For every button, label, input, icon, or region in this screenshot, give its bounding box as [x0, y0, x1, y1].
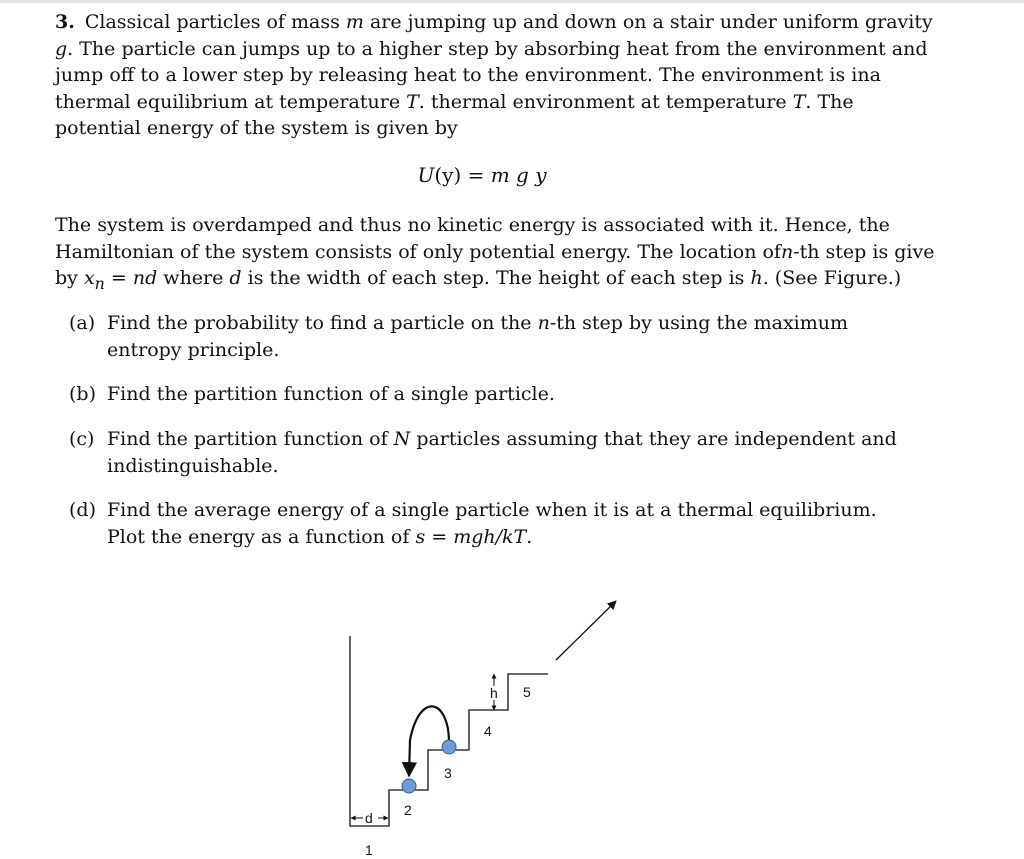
text-run: particles assuming that they are independent and indistinguishable. [107, 428, 897, 477]
math-symbol: m [345, 11, 364, 33]
math-symbol: n [537, 312, 550, 334]
particle-ball-step2 [402, 779, 416, 793]
step-label-1: 1 [365, 842, 373, 858]
step-label-2: 2 [404, 802, 412, 818]
text-run: . The potential energy of the system is given by [55, 90, 854, 139]
text-run: Classical particles of mass [84, 11, 346, 33]
width-label: d [365, 810, 373, 826]
text-run: is the width of each step. The height of each step is [241, 267, 751, 289]
text-run: = [425, 525, 454, 548]
text-run: . [526, 525, 533, 548]
question-label: (c) [69, 428, 95, 450]
particle-ball-step3 [442, 740, 456, 754]
math-symbol: g [55, 37, 68, 60]
math-symbol: mgh/kT [453, 525, 527, 548]
math-symbol: n [780, 240, 794, 263]
math-symbol: x [83, 267, 95, 289]
text-run: Find the probability to find a particle on the [107, 312, 538, 334]
text-run: The system is overdamped and thus no kinetic energy is associated with it. Hence, the Hamiltonian of the system consists of only potential energy. The location of [55, 214, 890, 263]
text-run: . (See Figure.) [762, 267, 902, 289]
text-run: Find the partition function of [107, 428, 394, 450]
problem-number: 3. [55, 11, 75, 33]
text-run: -th step is give by [55, 240, 935, 289]
math-symbol: h [750, 267, 763, 289]
height-label: h [490, 685, 498, 701]
text-run: . The particle can jumps up to a higher step by absorbing heat from the environment and jump off to a lower step by releasing heat to the environment. The environment is ina thermal equilibrium at temperature [55, 37, 928, 113]
equation-rhs: m g y [490, 163, 547, 187]
question-label: (d) [69, 499, 96, 521]
escape-arrow [556, 601, 616, 660]
math-symbol: T [792, 90, 806, 113]
math-symbol: T [406, 90, 419, 113]
text-run: are jumping up and down on a stair under uniform gravity [363, 11, 933, 33]
text-run: Find the average energy of a single particle when it is at a thermal equilibrium. Plot the energy as a function of [107, 499, 877, 548]
jump-arrow [409, 706, 449, 776]
math-subscript: n [94, 273, 105, 293]
step-label-4: 4 [484, 723, 492, 739]
question-label: (b) [69, 383, 96, 405]
step-label-3: 3 [444, 765, 452, 781]
math-symbol: nd [132, 267, 158, 289]
question-label: (a) [69, 312, 96, 334]
text-run: . thermal environment at temperature [418, 90, 793, 113]
equation-equals: = [461, 163, 491, 187]
equation-lhs: U [417, 163, 435, 187]
equation-arg: (y) [434, 163, 462, 187]
math-symbol: s [415, 525, 426, 548]
text-run: where [157, 267, 230, 289]
text-run: -th step by using the maximum entropy principle. [107, 312, 849, 361]
math-symbol: d [229, 267, 242, 289]
step-label-5: 5 [523, 684, 531, 700]
text-run: = [104, 267, 133, 289]
math-symbol: N [393, 428, 411, 450]
text-run: Find the partition function of a single particle. [107, 383, 555, 405]
